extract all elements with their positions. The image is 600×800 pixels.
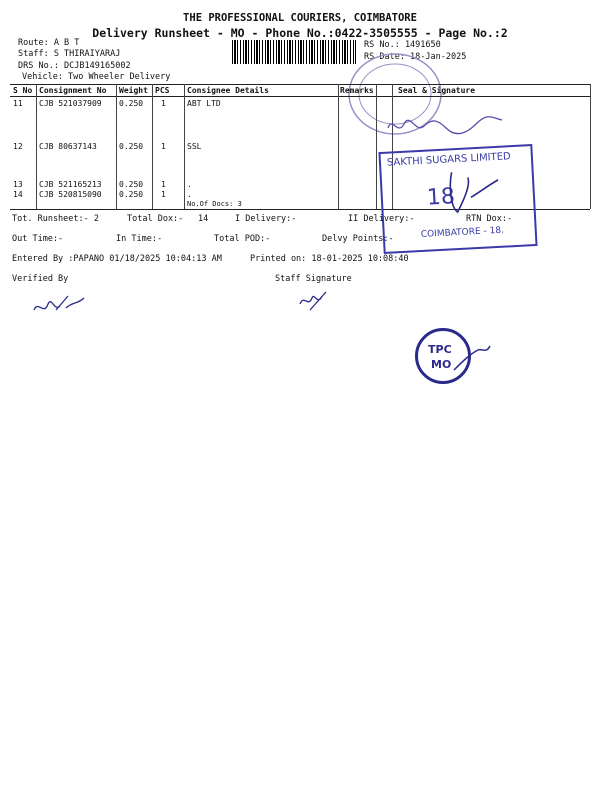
table-cell-pcs: 1 — [161, 99, 166, 108]
receiver-signature-icon — [380, 106, 510, 142]
table-row: 12 — [13, 142, 23, 151]
stamp-city: COIMBATORE - 18. — [420, 225, 505, 240]
table-cell-consignee: . — [187, 180, 192, 189]
ii-delivery: II Delivery:- — [348, 214, 415, 224]
table-cell-cno: CJB 80637143 — [39, 142, 97, 151]
col-weight: Weight — [119, 86, 148, 95]
route-label: Route: A B T — [18, 38, 80, 48]
table-cell-pcs: 1 — [161, 180, 166, 189]
tpc-stamp-signature-icon — [452, 344, 492, 376]
barcode-icon — [232, 40, 356, 64]
runsheet-subtitle: Delivery Runsheet - MO - Phone No.:0422-3505555 - Page No.:2 — [92, 26, 508, 40]
out-time: Out Time:- — [12, 234, 64, 244]
vehicle-label: Vehicle: Two Wheeler Delivery — [22, 72, 171, 82]
delivery-points: Delvy Points:- — [322, 234, 394, 244]
total-runsheet: Tot. Runsheet:- 2 — [12, 214, 99, 224]
tpc-bottom-text: MO — [431, 358, 452, 371]
col-sno: S No — [13, 86, 33, 95]
table-cell-cno: CJB 520815090 — [39, 190, 102, 199]
table-row: 11 — [13, 99, 23, 108]
staff-label: Staff: S THIRAIYARAJ — [18, 49, 121, 59]
tpc-top-text: TPC — [428, 343, 452, 356]
table-cell-pcs: 1 — [161, 190, 166, 199]
table-cell-weight: 0.250 — [119, 99, 144, 108]
table-cell-weight: 0.250 — [119, 190, 144, 199]
table-cell-cno: CJB 521165213 — [39, 180, 102, 189]
printed-on: Printed on: 18-01-2025 10:08:40 — [250, 254, 409, 264]
drs-label: DRS No.: DCJB149165002 — [18, 61, 131, 71]
table-cell-consignee: ABT LTD — [187, 99, 221, 108]
col-consignment: Consignment No — [39, 86, 107, 95]
verifier-signature-icon — [30, 290, 90, 322]
table-cell-consignee: . — [187, 190, 192, 199]
rs-number: RS No.: 1491650 — [364, 40, 441, 50]
no-of-docs: No.Of Docs: 3 — [187, 200, 242, 208]
stamp-signature-icon — [441, 166, 504, 219]
table-cell-weight: 0.250 — [119, 142, 144, 151]
company-seal-stamp — [378, 144, 537, 254]
table-cell-weight: 0.250 — [119, 180, 144, 189]
total-pod: Total POD:- — [214, 234, 271, 244]
rtn-dox: RTN Dox:- — [466, 214, 513, 224]
table-cell-consignee: SSL — [187, 142, 202, 151]
i-delivery: I Delivery:- — [235, 214, 297, 224]
total-dox-label: Total Dox:- — [127, 214, 184, 224]
stamp-number: 18 — [426, 184, 456, 211]
verified-by-label: Verified By — [12, 274, 69, 284]
table-row: 14 — [13, 190, 23, 199]
table-row: 13 — [13, 180, 23, 189]
col-remarks: Remarks — [340, 86, 374, 95]
stamp-company-name: SAKTHI SUGARS LIMITED — [386, 151, 512, 169]
table-cell-cno: CJB 521037909 — [39, 99, 102, 108]
in-time: In Time:- — [116, 234, 163, 244]
rs-date: RS Date: 18-Jan-2025 — [364, 52, 467, 62]
col-consignee: Consignee Details — [187, 86, 269, 95]
staff-signature-label: Staff Signature — [275, 274, 352, 284]
entered-by: Entered By :PAPANO 01/18/2025 10:04:13 AM — [12, 254, 222, 264]
col-seal: Seal & Signature — [398, 86, 476, 95]
staff-signature-icon — [296, 288, 336, 314]
total-dox-value: 14 — [198, 214, 209, 224]
col-pcs: PCS — [155, 86, 170, 95]
table-cell-pcs: 1 — [161, 142, 166, 151]
company-title: THE PROFESSIONAL COURIERS, COIMBATORE — [183, 12, 417, 24]
